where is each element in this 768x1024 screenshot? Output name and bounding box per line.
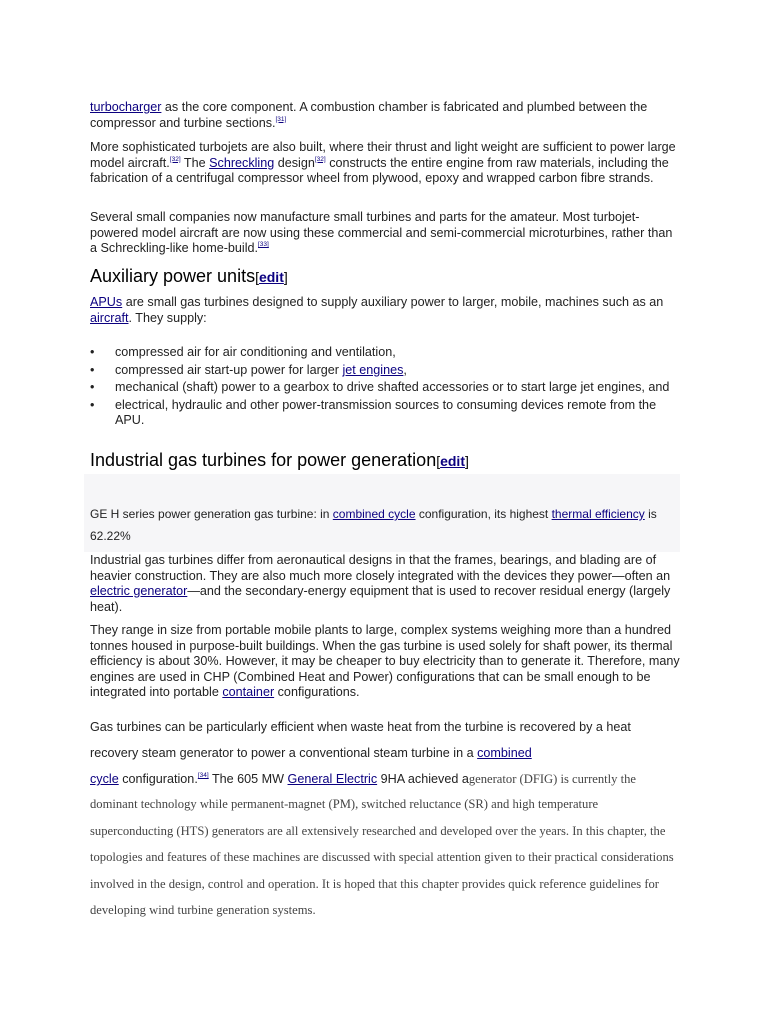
list-item-text: compressed air for air conditioning and ventilation, (115, 345, 396, 359)
reference-32[interactable]: [32] (169, 155, 181, 163)
image-caption (90, 503, 675, 547)
reference-34[interactable]: [34] (197, 772, 209, 779)
heading-title: Auxiliary power units (90, 266, 256, 286)
heading-title: Industrial gas turbines for power generation (90, 450, 437, 470)
bullet-icon: • (90, 362, 95, 377)
paragraph-turbocharger (90, 100, 680, 131)
bracket-close: ] (283, 269, 288, 285)
list-item-text: compressed air start-up power for larger (115, 362, 343, 377)
list-item-text: , (403, 362, 407, 377)
bullet-icon: • (90, 397, 95, 412)
link-electric-generator[interactable]: electric generator (90, 584, 188, 598)
reference-33[interactable]: [33] (258, 241, 269, 248)
link-aircraft[interactable]: aircraft (90, 310, 129, 325)
paragraph-text: They range in size from portable mobile plants to large, complex systems weighing more than a hundred tonnes housed in purpose-built buildings. When the gas turbine is used solely for shaft power, its thermal efficiency is about 30%. However, it may be cheaper to buy electricity than to generate it. Therefore, many engines are used in CHP (Combined Heat and Power) configurations that can be small enough to be integrated into portable (90, 623, 680, 699)
list-item (90, 345, 680, 361)
list-item (90, 363, 680, 379)
paragraph-text: Several small companies now manufacture small turbines and parts for the amateur. Most turbojet-powered model aircraft are now using these commercial and semi-commercial microturbines, rather than a Schreckling-like home-build. (90, 210, 673, 255)
paragraph-text: Gas turbines can be particularly efficient when waste heat from the turbine is recovered by a heat recovery steam generator to power a conventional steam turbine in a (90, 720, 631, 760)
list-item (90, 380, 680, 396)
paragraph-text: dominant technology while permanent-magnet (PM), switched reluctance (SR) and high temperature superconducting (HTS) generators are all extensively researched and developed over the years. In this chapter, the topologies and features of these machines are discussed with special attention given to their practical considerations involved in the design, control and operation. It is hoped that this chapter provides quick reference guidelines for developing wind turbine generation systems. (90, 797, 674, 917)
link-jet-engines[interactable]: jet engines (342, 362, 404, 377)
caption-text: GE H series power generation gas turbine: in (90, 507, 333, 521)
heading-industrial-gas-turbines (90, 449, 469, 472)
paragraph-apus (90, 295, 680, 326)
paragraph-combined-cycle (90, 714, 670, 792)
link-apus[interactable]: APUs (90, 295, 123, 309)
list-item-text: electrical, hydraulic and other power-transmission sources to consuming devices remote from the APU. (115, 397, 657, 427)
heading-auxiliary-power-units (90, 265, 288, 288)
paragraph-industrial-differ (90, 553, 680, 615)
paragraph-text: configuration. (118, 772, 198, 786)
paragraph-small-companies (90, 210, 680, 257)
link-turbocharger[interactable]: turbocharger (90, 100, 162, 114)
caption-text: is 62.22% (90, 507, 657, 543)
paragraph-text: are small gas turbines designed to supply auxiliary power to larger, mobile, machines such as an (122, 295, 664, 309)
overlay-serif-text: generator (DFIG) is currently the (468, 772, 636, 786)
caption-text: configuration, its highest (415, 507, 552, 521)
bracket-close: ] (464, 453, 469, 469)
paragraph-text: . They supply: (128, 310, 207, 325)
paragraph-text: The 605 MW (208, 772, 288, 786)
edit-link[interactable]: edit (258, 269, 284, 285)
paragraph-text: as the core component. A combustion chamber is fabricated and plumbed between the compressor and turbine sections. (90, 100, 648, 130)
paragraph-text: More sophisticated turbojets are also built, where their thrust and light weight are sufficient to power large model aircraft. (90, 140, 676, 170)
link-thermal-efficiency[interactable]: thermal efficiency (551, 507, 645, 521)
paragraph-text: The (180, 155, 210, 170)
link-general-electric[interactable]: General Electric (287, 772, 378, 786)
link-combined[interactable]: combined (477, 746, 532, 760)
paragraph-text: Industrial gas turbines differ from aeronautical designs in that the frames, bearings, and blading are of heavier construction. They are also much more closely integrated with the devices they power—often an (90, 553, 671, 583)
paragraph-size-range (90, 623, 680, 701)
list-item (90, 398, 680, 429)
reference-32b[interactable]: [32] (314, 155, 326, 163)
reference-31[interactable]: [31] (275, 115, 287, 123)
apu-supply-list (90, 345, 680, 431)
paragraph-text: configurations. (274, 685, 360, 699)
link-combined-cycle[interactable]: combined cycle (332, 507, 416, 521)
bracket-open: [ (436, 453, 441, 469)
link-cycle[interactable]: cycle (90, 772, 119, 786)
bullet-icon: • (90, 380, 95, 394)
paragraph-text: design (274, 155, 315, 170)
link-container[interactable]: container (222, 685, 275, 699)
bullet-icon: • (90, 345, 95, 359)
paragraph-turbojets (90, 140, 680, 187)
list-item-text: mechanical (shaft) power to a gearbox to drive shafted accessories or to start large jet engines, and (115, 380, 670, 394)
paragraph-text: —and the secondary-energy equipment that is used to recover residual energy (largely heat). (90, 584, 671, 614)
paragraph-text: 9HA achieved a (377, 772, 469, 786)
paragraph-generator-overlay (90, 791, 680, 924)
bracket-open: [ (255, 269, 259, 285)
link-schreckling[interactable]: Schreckling (209, 155, 275, 170)
edit-link[interactable]: edit (440, 453, 465, 469)
paragraph-text: constructs the entire engine from raw materials, including the fabrication of a centrifugal compressor wheel from plywood, epoxy and wrapped carbon fibre strands. (90, 155, 669, 185)
